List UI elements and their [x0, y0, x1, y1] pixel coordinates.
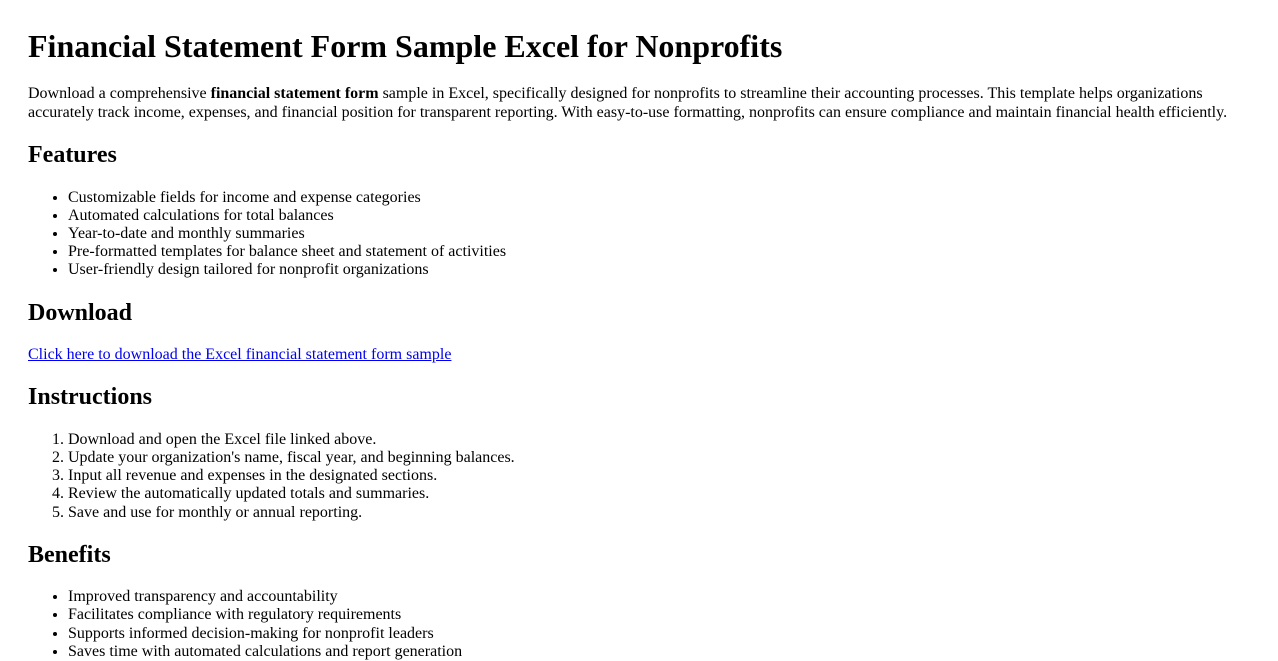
list-item: 5. Save and use for monthly or annual reporting. [68, 504, 1250, 522]
download-link-row [28, 346, 1250, 365]
list-item: 3. Input all revenue and expenses in the designated sections. [68, 467, 1250, 485]
list-item: • Year-to-date and monthly summaries [68, 225, 1250, 243]
intro-text-part1: Download a comprehensive [28, 85, 211, 103]
intro-text-part2: sample in Excel, specifically designed for nonprofits to streamline their accounting processes. This template helps organizations accurately track income, expenses, and financial position for transparent reporting. With easy-to-use formatting, nonprofits can ensure compliance and maintain financial health efficiently. [28, 85, 1228, 121]
intro-paragraph [28, 85, 1250, 122]
list-item: • Supports informed decision-making for nonprofit leaders [68, 625, 1250, 643]
instructions-heading: Instructions [28, 384, 153, 411]
list-item: • Facilitates compliance with regulatory requirements [68, 606, 1250, 624]
download-heading: Download [28, 299, 133, 326]
benefits-list [28, 588, 1250, 661]
list-item: • Pre-formatted templates for balance sheet and statement of activities [68, 243, 1250, 261]
features-heading: Features [28, 142, 117, 169]
instructions-list [28, 431, 1250, 522]
list-item: 2. Update your organization's name, fiscal year, and beginning balances. [68, 449, 1250, 467]
list-item: • Improved transparency and accountability [68, 588, 1250, 606]
list-item: • Automated calculations for total balances [68, 207, 1250, 225]
benefits-heading: Benefits [28, 541, 111, 568]
intro-bold-phrase: financial statement form [210, 85, 379, 103]
download-excel-link[interactable]: Click here to download the Excel financial statement form sample [28, 345, 452, 363]
list-item: • User-friendly design tailored for nonprofit organizations [68, 261, 1250, 279]
features-list [28, 189, 1250, 280]
list-item: 1. Download and open the Excel file linked above. [68, 431, 1250, 449]
list-item: • Saves time with automated calculations and report generation [68, 643, 1250, 661]
list-item: 4. Review the automatically updated totals and summaries. [68, 485, 1250, 503]
list-item: • Customizable fields for income and expense categories [68, 189, 1250, 207]
page-title: Financial Statement Form Sample Excel for Nonprofits [28, 28, 783, 64]
